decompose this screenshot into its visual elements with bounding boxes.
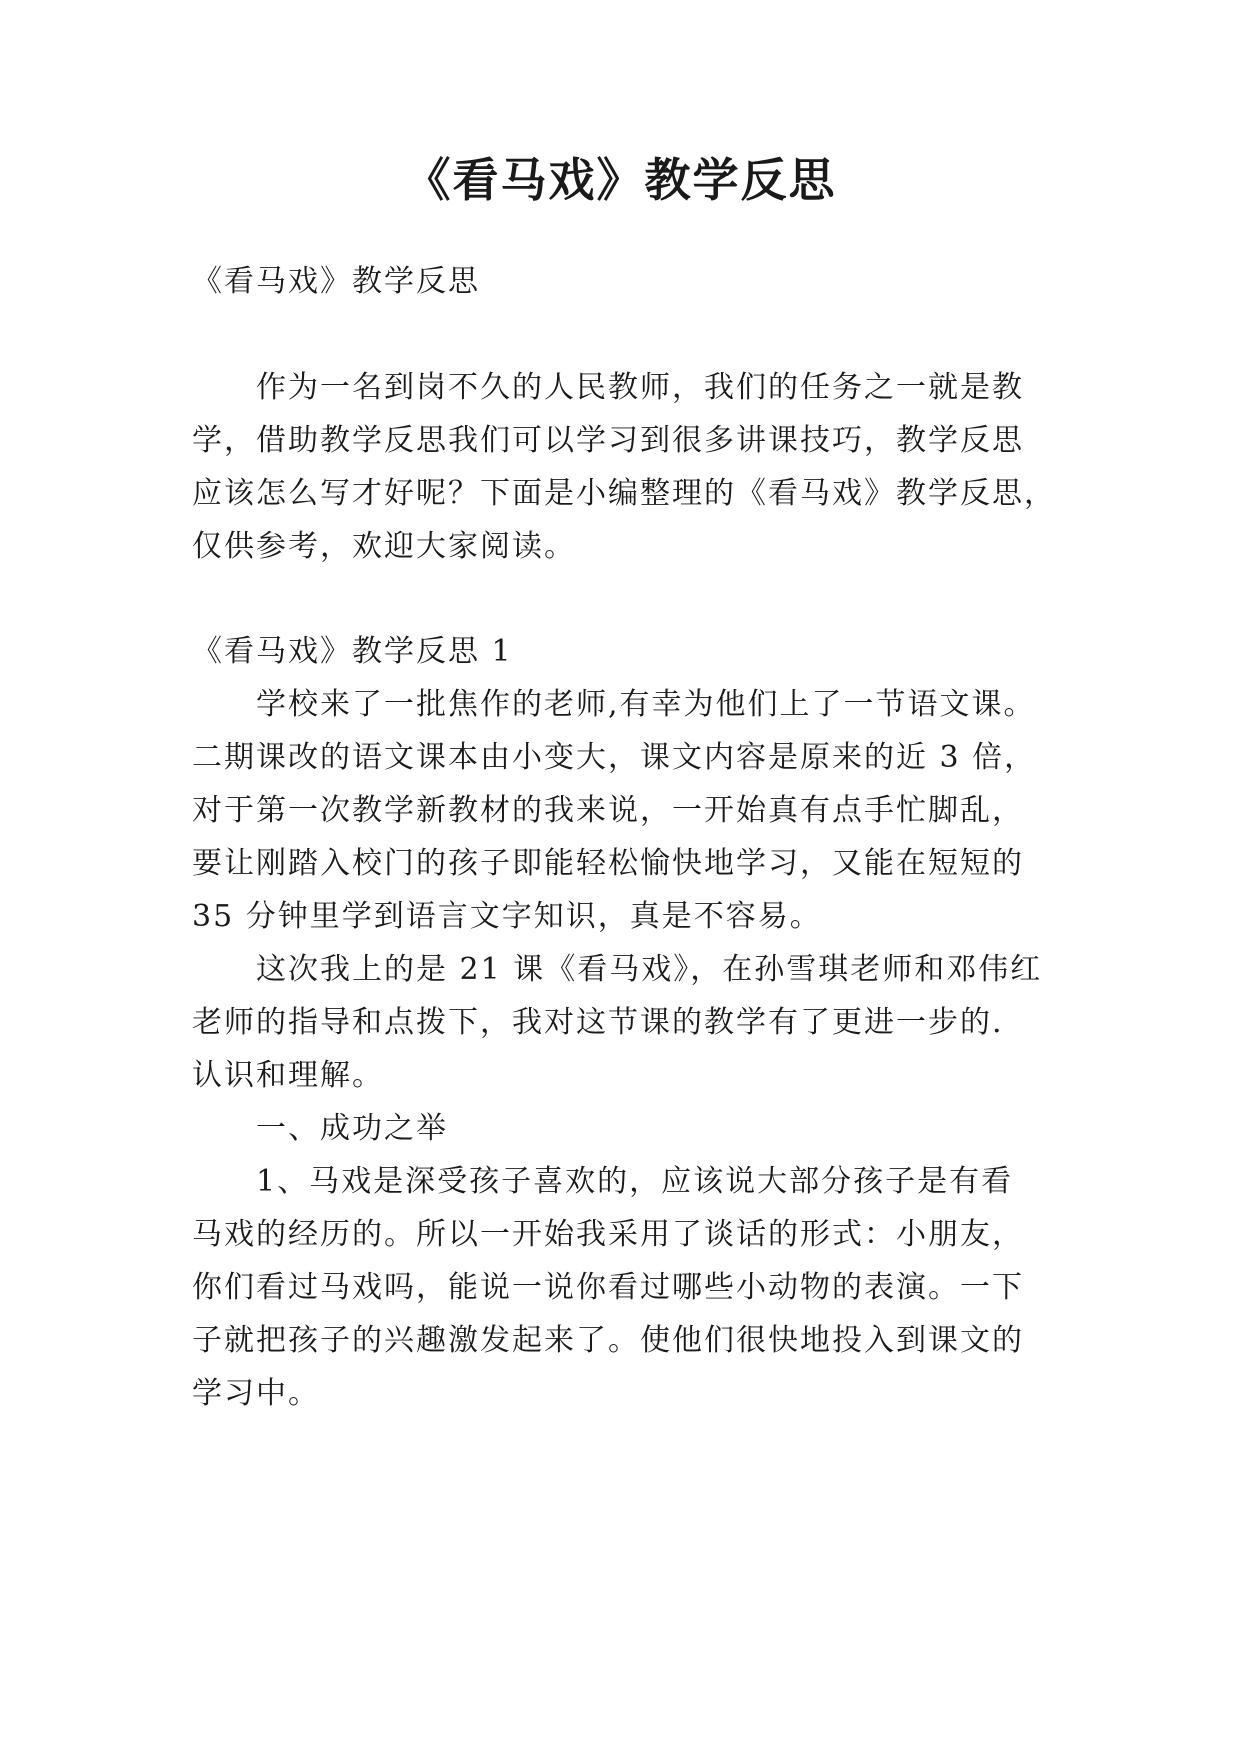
subheading: 一、成功之举 [256, 1111, 448, 1146]
section-heading: 《看马戏》教学反思 1 [192, 634, 513, 669]
intro-line: 应该怎么写才好呢？下面是小编整理的《看马戏》教学反思， [192, 476, 1056, 511]
document-subtitle: 《看马戏》教学反思 [192, 264, 480, 299]
paragraph-line: 1、马戏是深受孩子喜欢的，应该说大部分孩子是有看 [256, 1164, 1014, 1199]
intro-line: 学，借助教学反思我们可以学习到很多讲课技巧，教学反思 [192, 423, 1024, 458]
paragraph-line: 二期课改的语文课本由小变大，课文内容是原来的近 3 倍， [192, 740, 1037, 775]
paragraph-line: 学习中。 [192, 1376, 320, 1411]
paragraph-line: 对于第一次教学新教材的我来说，一开始真有点手忙脚乱， [192, 793, 1024, 828]
document-title: 《看马戏》教学反思 [404, 153, 837, 207]
paragraph-line: 子就把孩子的兴趣激发起来了。使他们很快地投入到课文的 [192, 1323, 1024, 1358]
paragraph-line: 马戏的经历的。所以一开始我采用了谈话的形式：小朋友， [192, 1217, 1024, 1252]
paragraph-line: 学校来了一批焦作的老师,有幸为他们上了一节语文课。 [256, 687, 1036, 722]
intro-line: 仅供参考，欢迎大家阅读。 [192, 529, 576, 564]
paragraph-line: 你们看过马戏吗，能说一说你看过哪些小动物的表演。一下 [192, 1270, 1024, 1305]
paragraph-line: 35 分钟里学到语言文字知识，真是不容易。 [192, 899, 822, 934]
paragraph-line: 老师的指导和点拨下，我对这节课的教学有了更进一步的. [192, 1005, 1004, 1040]
paragraph-line: 这次我上的是 21 课《看马戏》，在孙雪琪老师和邓伟红 [256, 952, 1043, 987]
paragraph-line: 认识和理解。 [192, 1058, 384, 1093]
paragraph-line: 要让刚踏入校门的孩子即能轻松愉快地学习，又能在短短的 [192, 846, 1024, 881]
intro-line: 作为一名到岗不久的人民教师，我们的任务之一就是教 [256, 370, 1024, 405]
